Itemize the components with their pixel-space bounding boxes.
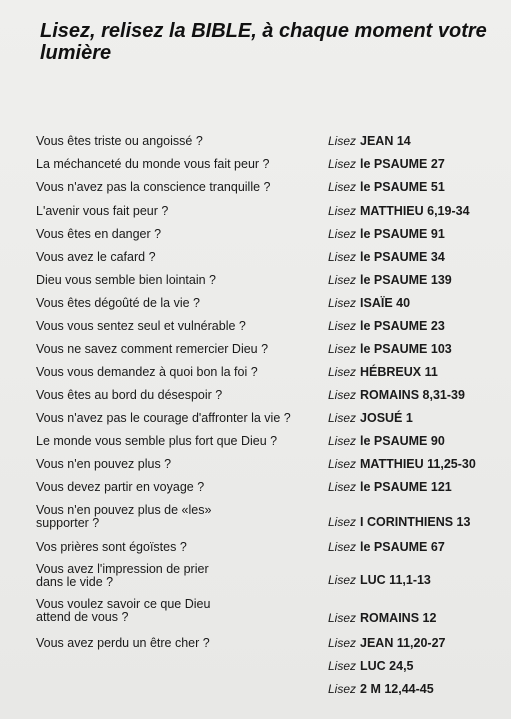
bible-reference: le PSAUME 103 [360, 342, 452, 356]
bible-reference: le PSAUME 23 [360, 319, 445, 333]
reading-reference [328, 228, 508, 241]
lisez-label: Lisez [328, 180, 357, 194]
question-text: L'avenir vous fait peur ? [36, 204, 169, 218]
lisez-label: Lisez [328, 365, 357, 379]
reading-reference [328, 251, 508, 264]
reading-reference [328, 297, 508, 310]
lisez-label: Lisez [328, 611, 357, 625]
bible-reference: le PSAUME 90 [360, 434, 445, 448]
bible-reference: le PSAUME 121 [360, 480, 452, 494]
bible-reference: le PSAUME 91 [360, 227, 445, 241]
lisez-label: Lisez [328, 434, 357, 448]
bible-reference: LUC 24,5 [360, 659, 414, 673]
reading-reference [328, 343, 508, 356]
question-text: Vous ne savez comment remercier Dieu ? [36, 342, 269, 356]
bible-reference: MATTHIEU 11,25-30 [360, 457, 476, 471]
reading-reference [328, 274, 508, 287]
lisez-label: Lisez [328, 659, 357, 673]
bible-reference: le PSAUME 27 [360, 157, 445, 171]
question-text: Vous voulez savoir ce que Dieu attend de vous ? [36, 597, 211, 624]
reading-reference [328, 181, 508, 194]
reading-reference [328, 541, 508, 554]
lisez-label: Lisez [328, 157, 357, 171]
lisez-label: Lisez [328, 636, 357, 650]
bible-reference: ROMAINS 12 [360, 611, 437, 625]
lisez-label: Lisez [328, 682, 357, 696]
reading-reference [328, 320, 508, 333]
reading-reference [328, 135, 508, 148]
reading-reference [328, 481, 508, 494]
question-text: Dieu vous semble bien lointain ? [36, 273, 216, 287]
reading-reference [328, 574, 508, 587]
lisez-label: Lisez [328, 515, 357, 529]
reading-reference [328, 612, 508, 625]
question-text: Vous avez le cafard ? [36, 250, 156, 264]
bible-reference: MATTHIEU 6,19-34 [360, 204, 470, 218]
reading-reference [328, 158, 508, 171]
bible-reference: le PSAUME 34 [360, 250, 445, 264]
question-text: Vous êtes dégoûté de la vie ? [36, 296, 201, 310]
lisez-label: Lisez [328, 319, 357, 333]
lisez-label: Lisez [328, 411, 357, 425]
reading-reference [328, 366, 508, 379]
bible-reference: le PSAUME 139 [360, 273, 452, 287]
bible-reference: le PSAUME 51 [360, 180, 445, 194]
question-text: Vous n'en pouvez plus de «les» supporter ? [36, 503, 212, 530]
lisez-label: Lisez [328, 573, 357, 587]
bible-reference: LUC 11,1-13 [360, 573, 431, 587]
lisez-label: Lisez [328, 388, 357, 402]
question-text: Vous êtes en danger ? [36, 227, 162, 241]
question-text: Vos prières sont égoïstes ? [36, 540, 187, 554]
reading-reference [328, 683, 508, 696]
bible-reference: JEAN 14 [360, 134, 411, 148]
lisez-label: Lisez [328, 480, 357, 494]
question-text: Vous n'avez pas la conscience tranquille ? [36, 180, 271, 194]
reading-reference [328, 516, 508, 529]
reading-reference [328, 660, 508, 673]
bible-reference: JEAN 11,20-27 [360, 636, 446, 650]
question-text: Vous êtes triste ou angoissé ? [36, 134, 203, 148]
lisez-label: Lisez [328, 204, 357, 218]
bible-reference: ISAÏE 40 [360, 296, 411, 310]
page-title: Lisez, relisez la BIBLE, à chaque moment votre lumière [40, 20, 487, 64]
bible-reference: HÉBREUX 11 [360, 365, 438, 379]
bible-reference: ROMAINS 8,31-39 [360, 388, 465, 402]
bible-reference: 2 M 12,44-45 [360, 682, 434, 696]
reading-reference [328, 458, 508, 471]
reading-reference [328, 205, 508, 218]
question-text: Vous êtes au bord du désespoir ? [36, 388, 223, 402]
question-text: Vous avez l'impression de prier dans le vide ? [36, 562, 209, 589]
reading-reference [328, 435, 508, 448]
question-text: Vous n'en pouvez plus ? [36, 457, 172, 471]
lisez-label: Lisez [328, 296, 357, 310]
lisez-label: Lisez [328, 273, 357, 287]
lisez-label: Lisez [328, 540, 357, 554]
question-text: Le monde vous semble plus fort que Dieu ? [36, 434, 278, 448]
lisez-label: Lisez [328, 134, 357, 148]
reading-reference [328, 412, 508, 425]
lisez-label: Lisez [328, 457, 357, 471]
lisez-label: Lisez [328, 250, 357, 264]
question-text: Vous avez perdu un être cher ? [36, 636, 210, 650]
question-text: Vous n'avez pas le courage d'affronter la vie ? [36, 411, 291, 425]
lisez-label: Lisez [328, 342, 357, 356]
question-text: Vous devez partir en voyage ? [36, 480, 205, 494]
bible-reference: I CORINTHIENS 13 [360, 515, 471, 529]
bible-reference: le PSAUME 67 [360, 540, 445, 554]
bible-reference: JOSUÉ 1 [360, 411, 413, 425]
reading-reference [328, 389, 508, 402]
lisez-label: Lisez [328, 227, 357, 241]
question-text: Vous vous sentez seul et vulnérable ? [36, 319, 246, 333]
question-text: Vous vous demandez à quoi bon la foi ? [36, 365, 258, 379]
question-text: La méchanceté du monde vous fait peur ? [36, 157, 270, 171]
reading-reference [328, 637, 508, 650]
